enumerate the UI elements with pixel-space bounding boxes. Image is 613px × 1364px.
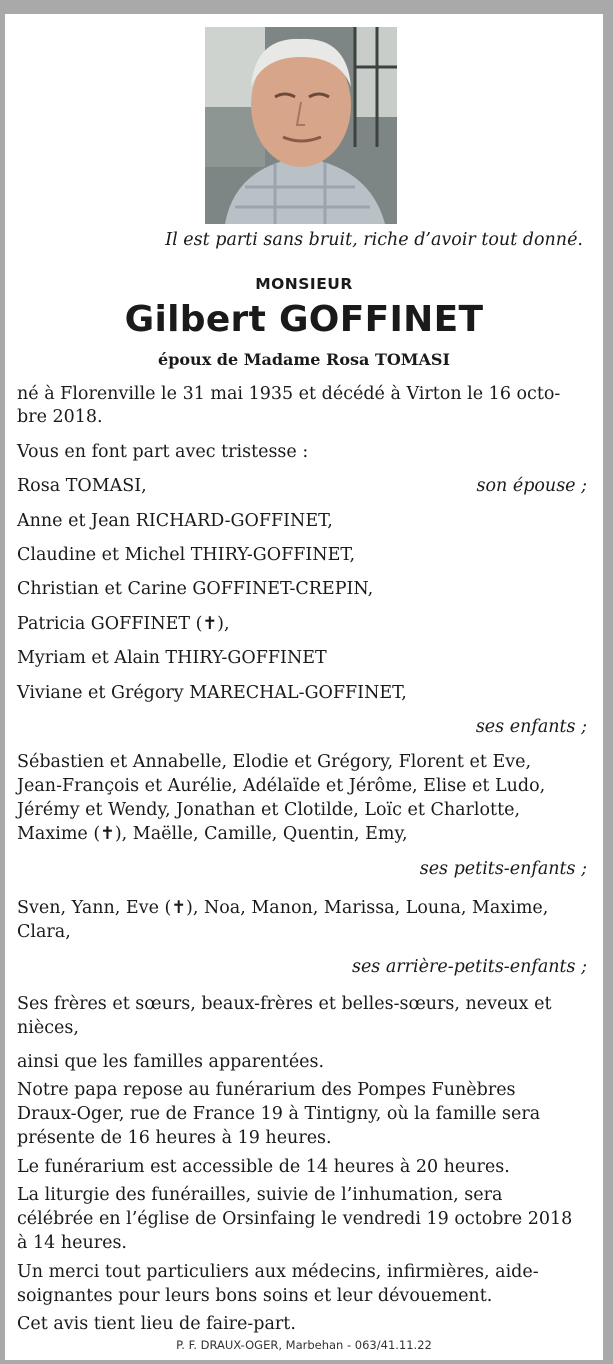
closing-line: Cet avis tient lieu de faire-part. — [17, 1314, 296, 1334]
funerarium-line: Draux-Oger, rue de France 19 à Tintigny, où la famille sera — [17, 1104, 541, 1124]
great-grandchildren-line: Clara, — [17, 922, 71, 942]
grandchildren-line: Maxime (✝), Maëlle, Camille, Quentin, Emy, — [17, 824, 408, 844]
spouse-row — [17, 474, 587, 498]
obituary-page — [5, 14, 603, 1360]
great-grandchildren-line: Sven, Yann, Eve (✝), Noa, Manon, Marissa, Louna, Maxime, — [17, 898, 549, 918]
epitaph-quote: Il est parti sans bruit, riche d’avoir tout donné. — [165, 230, 583, 250]
child-item: Myriam et Alain THIRY-GOFFINET — [17, 648, 327, 668]
children-role: ses enfants ; — [475, 717, 587, 737]
families-line: ainsi que les familles apparentées. — [17, 1052, 325, 1072]
deceased-name: Gilbert GOFFINET — [124, 299, 484, 340]
spouse-name: Rosa TOMASI, — [17, 476, 147, 496]
grandchildren-role: ses petits-enfants ; — [419, 859, 587, 879]
funerarium-line: présente de 16 heures à 19 heures. — [17, 1128, 332, 1148]
liturgy-line: célébrée en l’église de Orsinfaing le vendredi 19 octobre 2018 — [17, 1209, 573, 1229]
grandchildren-line: Jérémy et Wendy, Jonathan et Clotilde, Loïc et Charlotte, — [17, 800, 521, 820]
child-item: Claudine et Michel THIRY-GOFFINET, — [17, 545, 356, 565]
honorific-title: MONSIEUR — [255, 275, 353, 293]
child-item: Anne et Jean RICHARD-GOFFINET, — [17, 511, 333, 531]
grandchildren-line: Jean-François et Aurélie, Adélaïde et Jérôme, Elise et Ludo, — [17, 776, 546, 796]
great-grandchildren-role: ses arrière-petits-enfants ; — [351, 957, 587, 977]
portrait-photo — [205, 27, 397, 224]
thanks-line: Un merci tout particuliers aux médecins, infirmières, aide- — [17, 1262, 539, 1282]
birth-line-1: né à Florenville le 31 mai 1935 et décédé à Virton le 16 octo- — [17, 384, 561, 404]
funeral-home-footer: P. F. DRAUX-OGER, Marbehan - 063/41.11.22 — [176, 1338, 432, 1352]
siblings-line: nièces, — [17, 1018, 79, 1038]
liturgy-line: La liturgie des funérailles, suivie de l’inhumation, sera — [17, 1185, 503, 1205]
funerarium-line: Notre papa repose au funérarium des Pompes Funèbres — [17, 1080, 516, 1100]
intro-text: Vous en font part avec tristesse : — [17, 442, 309, 462]
child-item: Christian et Carine GOFFINET-CREPIN, — [17, 579, 374, 599]
grandchildren-line: Sébastien et Annabelle, Elodie et Grégory, Florent et Eve, — [17, 752, 532, 772]
thanks-line: soignantes pour leurs bons soins et leur dévouement. — [17, 1286, 493, 1306]
birth-line-2: bre 2018. — [17, 407, 103, 427]
spouse-role: son épouse ; — [476, 476, 587, 496]
siblings-line: Ses frères et sœurs, beaux-frères et belles-sœurs, neveux et — [17, 994, 552, 1014]
access-hours: Le funérarium est accessible de 14 heures à 20 heures. — [17, 1157, 510, 1177]
child-item: Patricia GOFFINET (✝), — [17, 614, 230, 634]
child-item: Viviane et Grégory MARECHAL-GOFFINET, — [17, 683, 407, 703]
spouse-line: époux de Madame Rosa TOMASI — [158, 350, 450, 369]
liturgy-line: à 14 heures. — [17, 1233, 127, 1253]
